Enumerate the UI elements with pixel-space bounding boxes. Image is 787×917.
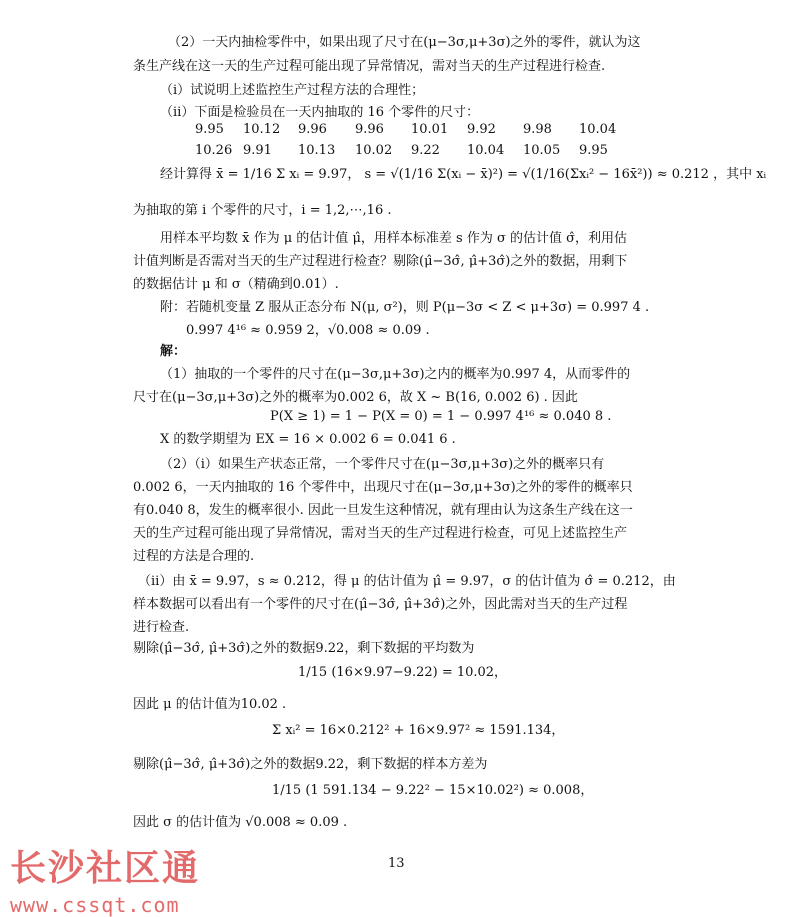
solution-3-line-3: 进行检查. xyxy=(133,620,190,635)
problem-line-2: 条生产线在这一天的生产过程可能出现了异常情况，需对当天的生产过程进行检查. xyxy=(133,59,606,74)
measurement-cell: 10.05 xyxy=(523,143,561,158)
mean-recalc-formula: 1/15 (16×9.97−9.22) = 10.02， xyxy=(298,665,508,680)
statistics-tail: ，其中 xᵢ xyxy=(713,167,767,182)
solution-1-line-1: （1）抽取的一个零件的尺寸在(μ−3σ,μ+3σ)之内的概率为0.997 4，从而零件的 xyxy=(160,367,631,382)
solution-3-line-5: 剔除(μ̂−3σ̂, μ̂+3σ̂)之外的数据9.22，剩下数据的样本方差为 xyxy=(133,757,488,772)
index-definition: 为抽取的第 i 个零件的尺寸，i = 1,2,⋯,16 . xyxy=(133,203,392,218)
variance-formula: 1/15 (1 591.134 − 9.22² − 15×10.02²) ≈ 0.008， xyxy=(272,783,594,798)
appendix-line-2: 0.997 4¹⁶ ≈ 0.959 2，√0.008 ≈ 0.09 . xyxy=(186,323,430,338)
measurement-cell: 10.26 xyxy=(195,143,233,158)
measurement-cell: 10.12 xyxy=(243,122,281,137)
measurement-cell: 9.95 xyxy=(579,143,608,158)
measurement-cell: 10.04 xyxy=(467,143,505,158)
measurement-cell: 9.96 xyxy=(298,122,327,137)
problem-item-ii: （ⅱ）下面是检验员在一天内抽取的 16 个零件的尺寸： xyxy=(160,105,480,120)
measurement-cell: 9.22 xyxy=(411,143,440,158)
mu-estimate: 因此 μ 的估计值为10.02 . xyxy=(133,697,287,712)
solution-2-line-4: 天的生产过程可能出现了异常情况，需对当天的生产过程进行检查，可见上述监控生产 xyxy=(133,526,628,541)
measurement-cell: 10.13 xyxy=(298,143,336,158)
measurement-cell: 9.92 xyxy=(467,122,496,137)
appendix-line-1: 附：若随机变量 Z 服从正态分布 N(μ, σ²)，则 P(μ−3σ < Z < μ+3σ) = 0.997 4 . xyxy=(160,300,650,315)
site-watermark xyxy=(10,840,200,917)
statistics-line: 经计算得 x̄ = 1/16 Σ xᵢ = 9.97， s = √(1/16 Σ(xᵢ − x̄)²) = √(1/16(Σxᵢ² − 16x̄²)) ≈ 0.212 ，其中 xᵢ xyxy=(160,167,767,182)
site-url: www.cssqt.com xyxy=(10,893,180,917)
solution-2-line-2: 0.002 6，一天内抽取的 16 个零件中，出现尺寸在(μ−3σ,μ+3σ)之外的零件的概率只 xyxy=(133,480,633,495)
task-line-2: 计值判断是否需对当天的生产过程进行检查？剔除(μ̂−3σ̂, μ̂+3σ̂)之外的数据，用剩下 xyxy=(133,254,628,269)
solution-3-line-2: 样本数据可以看出有一个零件的尺寸在(μ̂−3σ̂, μ̂+3σ̂)之外，因此需对当天的生产过程 xyxy=(133,597,628,612)
measurement-cell: 9.95 xyxy=(195,122,224,137)
measurement-cell: 10.01 xyxy=(411,122,449,137)
measurement-cell: 9.98 xyxy=(523,122,552,137)
site-name: 长沙社区通 xyxy=(10,848,201,889)
solution-label: 解： xyxy=(160,344,187,359)
measurement-row-2 xyxy=(0,143,787,161)
problem-line-1: （2）一天内抽检零件中，如果出现了尺寸在(μ−3σ,μ+3σ)之外的零件，就认为这 xyxy=(168,35,641,50)
solution-2-line-1: （2）（ⅰ）如果生产状态正常，一个零件尺寸在(μ−3σ,μ+3σ)之外的概率只有 xyxy=(160,457,605,472)
solution-3-line-4: 剔除(μ̂−3σ̂, μ̂+3σ̂)之外的数据9.22，剩下数据的平均数为 xyxy=(133,641,475,656)
problem-item-i: （ⅰ）试说明上述监控生产过程方法的合理性； xyxy=(160,83,425,98)
solution-2-line-3: 有0.040 8，发生的概率很小. 因此一旦发生这种情况，就有理由认为这条生产线在这一 xyxy=(133,503,633,518)
sigma-estimate: 因此 σ 的估计值为 √0.008 ≈ 0.09 . xyxy=(133,815,348,830)
task-line-1: 用样本平均数 x̄ 作为 μ 的估计值 μ̂，用样本标准差 s 作为 σ 的估计值 σ̂，利用估 xyxy=(160,231,627,246)
measurement-cell: 10.02 xyxy=(355,143,393,158)
solution-2-line-5: 过程的方法是合理的. xyxy=(133,549,255,564)
measurement-row-1 xyxy=(0,122,787,140)
measurement-cell: 10.04 xyxy=(579,122,617,137)
task-line-3: 的数据估计 μ 和 σ（精确到0.01）. xyxy=(133,277,339,292)
page-number: 13 xyxy=(388,856,405,871)
solution-3-line-1: （ⅱ）由 x̄ = 9.97，s ≈ 0.212，得 μ 的估计值为 μ̂ = 9.97，σ 的估计值为 σ̂ = 0.212，由 xyxy=(138,574,676,589)
solution-1-formula: P(X ≥ 1) = 1 − P(X = 0) = 1 − 0.997 4¹⁶ ≈ 0.040 8 . xyxy=(270,409,612,424)
measurement-cell: 9.91 xyxy=(243,143,272,158)
solution-1-expectation: X 的数学期望为 EX = 16 × 0.002 6 = 0.041 6 . xyxy=(160,432,456,447)
sum-squares-formula: Σ xᵢ² = 16×0.212² + 16×9.97² ≈ 1591.134， xyxy=(272,723,565,738)
statistics-lead: 经计算得 xyxy=(160,167,213,182)
std-formula: s = √(1/16 Σ(xᵢ − x̄)²) = √(1/16(Σxᵢ² − 16x̄²)) ≈ 0.212 xyxy=(364,167,709,182)
mean-formula: x̄ = 1/16 Σ xᵢ = 9.97 xyxy=(216,167,348,182)
solution-1-line-2: 尺寸在(μ−3σ,μ+3σ)之外的概率为0.002 6，故 X ~ B(16, 0.002 6) . 因此 xyxy=(133,390,578,405)
measurement-cell: 9.96 xyxy=(355,122,384,137)
